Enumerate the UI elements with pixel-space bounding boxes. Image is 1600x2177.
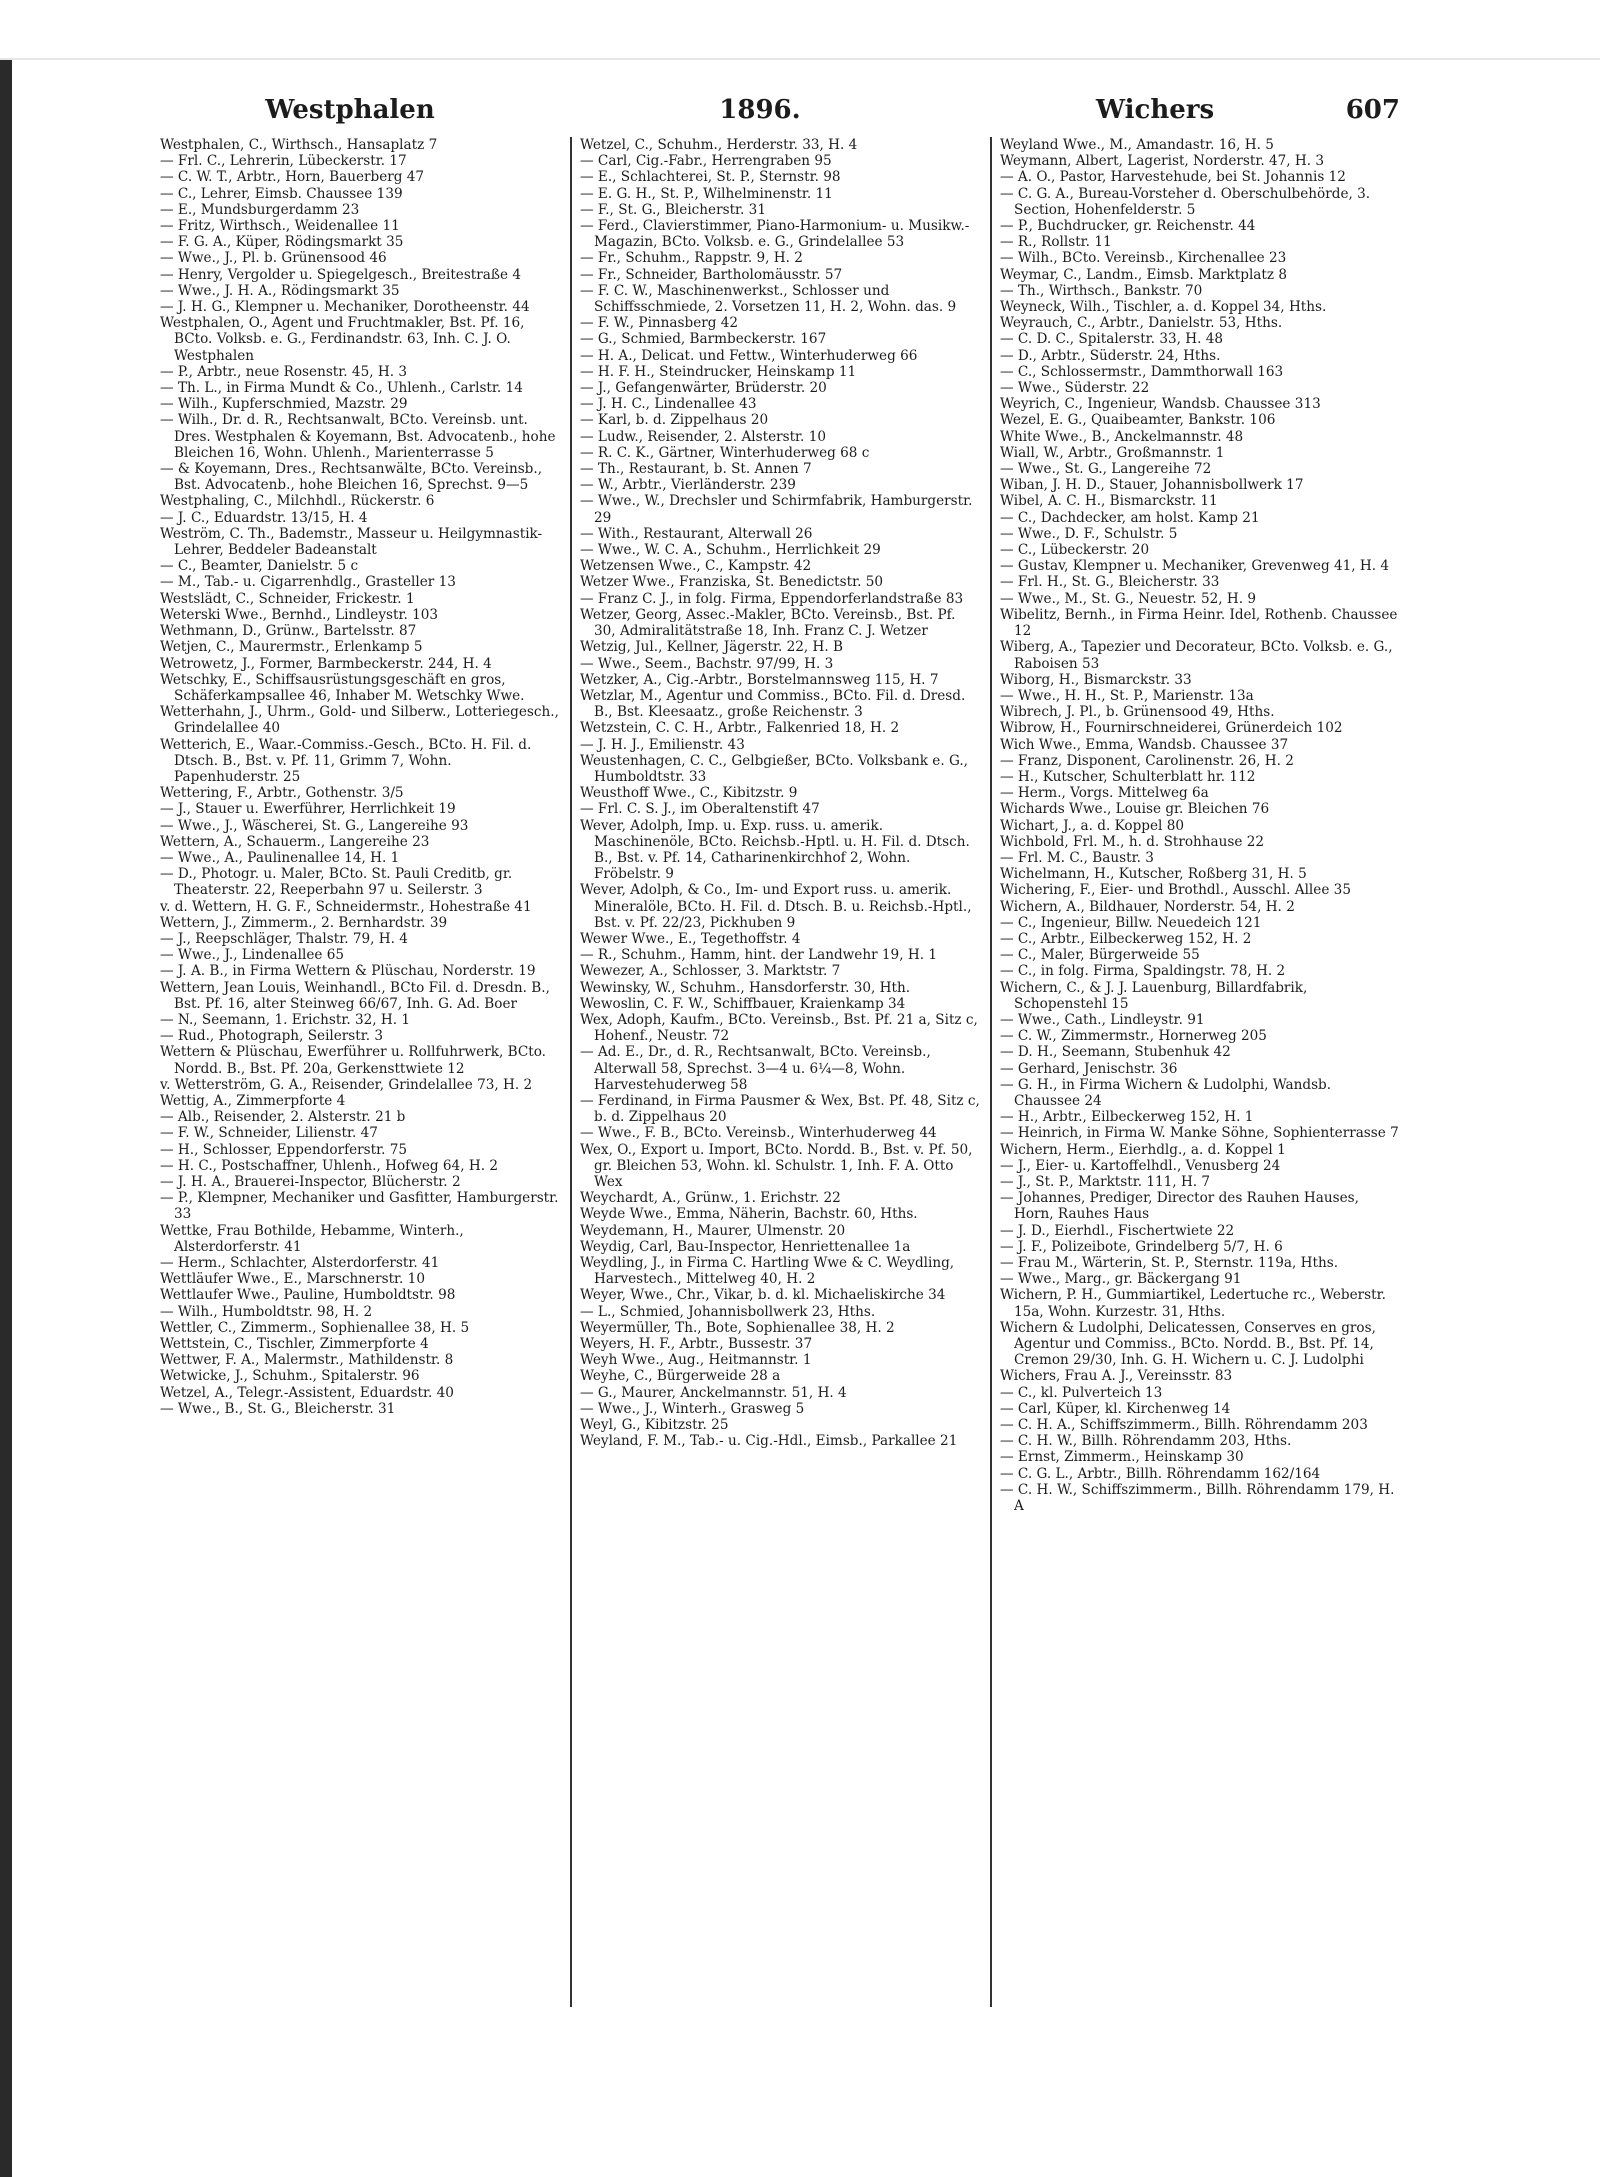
directory-entry: Wetzer, Georg, Assec.-Makler, BCto. Vereinsb., Bst. Pf. 30, Admiralitätstraße 18, Inh. Franz C. J. Wetzer: [580, 606, 956, 640]
directory-entry: Weymann, Albert, Lagerist, Norderstr. 47, H. 3: [1000, 153, 1325, 170]
directory-entry: — Johannes, Prediger, Director des Rauhen Hauses, Horn, Rauhes Haus: [1000, 1190, 1359, 1223]
directory-entry: — G., Schmied, Barmbeckerstr. 167: [580, 331, 827, 348]
directory-entry: — C., Ingenieur, Billw. Neuedeich 121: [1000, 914, 1262, 931]
directory-entry: Wichern, C., & J. J. Lauenburg, Billardfabrik, Schopenstehl 15: [1000, 979, 1308, 1012]
directory-entry: Wettstein, C., Tischler, Zimmerpforte 4: [160, 1336, 429, 1353]
directory-entry: — E., Schlachterei, St. P., Sternstr. 98: [580, 169, 841, 186]
directory-entry: — Th., Wirthsch., Bankstr. 70: [1000, 282, 1203, 299]
directory-entry: — Franz C. J., in folg. Firma, Eppendorferlandstraße 83: [580, 590, 964, 607]
directory-entry: Wetzlar, M., Agentur und Commiss., BCto. Fil. d. Dresd. B., Bst. Kleesaatz., große Reichenstr. 3: [580, 687, 966, 721]
directory-entry: — Wilh., Humboldtstr. 98, H. 2: [160, 1303, 373, 1320]
directory-column-left: [160, 137, 560, 2037]
directory-entry: Wiberg, A., Tapezier und Decorateur, BCto. Volksb. e. G., Raboisen 53: [1000, 639, 1393, 672]
directory-entry: — Wwe., Marg., gr. Bäckergang 91: [1000, 1271, 1242, 1288]
directory-entry: — J., Reepschläger, Thalstr. 79, H. 4: [160, 930, 408, 947]
directory-entry: — C., Schlossermstr., Dammthorwall 163: [1000, 363, 1284, 380]
directory-entry: — C. W. T., Arbtr., Horn, Bauerberg 47: [160, 169, 425, 186]
directory-entry: — Wwe., J., Pl. b. Grünensood 46: [160, 250, 387, 267]
directory-entry: Wichards Wwe., Louise gr. Bleichen 76: [1000, 801, 1270, 818]
directory-entry: v. d. Wettern, H. G. F., Schneidermstr., Hohestraße 41: [160, 898, 532, 915]
directory-entry: — C. H. W., Billh. Röhrendamm 203, Hths.: [1000, 1433, 1292, 1450]
directory-entry: — F. C. W., Maschinenwerkst., Schlosser und Schiffsschmiede, 2. Vorsetzen 11, H. 2, Wohn. das. 9: [580, 282, 957, 316]
directory-entry: Weusthoff Wwe., C., Kibitzstr. 9: [580, 785, 798, 802]
directory-entry: Wettlaufer Wwe., Pauline, Humboldtstr. 98: [160, 1287, 456, 1304]
directory-entry: — C., Maler, Bürgerweide 55: [1000, 947, 1200, 964]
directory-entry: Wetterich, E., Waar.-Commiss.-Gesch., BCto. H. Fil. d. Dtsch. B., Bst. v. Pf. 11, Grimm 7, Wohn. Papenhuderstr. 25: [160, 736, 532, 785]
directory-entry: Wetzstein, C. C. H., Arbtr., Falkenried 18, H. 2: [580, 720, 900, 737]
directory-entry: Wezel, E. G., Quaibeamter, Bankstr. 106: [1000, 412, 1276, 429]
directory-entry: — C., Lehrer, Eimsb. Chaussee 139: [160, 185, 403, 202]
directory-entry: Wichering, F., Eier- und Brothdl., Ausschl. Allee 35: [1000, 882, 1351, 899]
directory-entry: — J., St. P., Marktstr. 111, H. 7: [1000, 1174, 1211, 1190]
directory-entry: — Wwe., D. F., Schulstr. 5: [1000, 525, 1178, 542]
directory-entry: Wettläufer Wwe., E., Marschnerstr. 10: [160, 1271, 425, 1288]
directory-column-middle: [580, 137, 980, 2037]
directory-columns: [160, 137, 1400, 2037]
directory-entry: Wettern, A., Schauerm., Langereihe 23: [160, 833, 430, 850]
directory-entry: — Carl, Cig.-Fabr., Herrengraben 95: [580, 153, 832, 170]
directory-entry: — G., Maurer, Anckelmannstr. 51, H. 4: [580, 1384, 847, 1401]
directory-entry: — & Koyemann, Dres., Rechtsanwälte, BCto. Vereinsb., Bst. Advocatenb., hohe Bleichen 16, Sprechst. 9—5: [160, 461, 543, 494]
directory-entry: — Henry, Vergolder u. Spiegelgesch., Breitestraße 4: [160, 266, 521, 283]
directory-entry: — J. D., Eierhdl., Fischertwiete 22: [1000, 1222, 1235, 1239]
directory-entry: Weyland Wwe., M., Amandastr. 16, H. 5: [1000, 137, 1274, 153]
directory-entry: — Wwe., H. H., St. P., Marienstr. 13a: [1000, 687, 1254, 704]
directory-entry: — C., Lübeckerstr. 20: [1000, 542, 1150, 559]
directory-entry: — Wwe., J., Wäscherei, St. G., Langereihe 93: [160, 817, 469, 834]
directory-entry: — Fritz, Wirthsch., Weidenallee 11: [160, 218, 400, 235]
directory-entry: — C., kl. Pulverteich 13: [1000, 1384, 1163, 1401]
directory-entry: Weydig, Carl, Bau-Inspector, Henriettenallee 1a: [580, 1238, 911, 1255]
directory-entry: Wetjen, C., Maurermstr., Erlenkamp 5: [160, 639, 423, 656]
directory-entry: — C. D. C., Spitalerstr. 33, H. 48: [1000, 331, 1224, 348]
directory-entry: Wiborg, H., Bismarckstr. 33: [1000, 671, 1192, 688]
directory-entry: — C., Arbtr., Eilbeckerweg 152, H. 2: [1000, 930, 1252, 947]
directory-entry: — C. W., Zimmermstr., Hornerweg 205: [1000, 1028, 1267, 1045]
directory-entry: Wibel, A. C. H., Bismarckstr. 11: [1000, 493, 1218, 510]
directory-entry: — Ad. E., Dr., d. R., Rechtsanwalt, BCto. Vereinsb., Alterwall 58, Sprechst. 3—4 u. 6¼—8, Wohn. Harvestehuderweg 58: [580, 1044, 931, 1093]
directory-entry: Westphalen, O., Agent und Fruchtmakler, Bst. Pf. 16, BCto. Volksb. e. G., Ferdinandstr. 63, Inh. C. J. O. Westphalen: [160, 315, 525, 364]
directory-entry: — Th., Restaurant, b. St. Annen 7: [580, 461, 812, 478]
directory-entry: — F. W., Schneider, Lilienstr. 47: [160, 1125, 378, 1142]
directory-entry: — W., Arbtr., Vierländerstr. 239: [580, 477, 796, 494]
directory-entry: — E., Mundsburgerdamm 23: [160, 201, 360, 218]
directory-entry: Wettern, Jean Louis, Weinhandl., BCto Fil. d. Dresdn. B., Bst. Pf. 16, alter Steinweg 66/67, Inh. G. Ad. Boer: [160, 979, 550, 1012]
directory-entry: Wex, O., Export u. Import, BCto. Nordd. B., Bst. v. Pf. 50, gr. Bleichen 53, Wohn. kl. Schulstr. 1, Inh. F. A. Otto Wex: [580, 1141, 973, 1190]
directory-entry: — J. H. A., Brauerei-Inspector, Blücherstr. 2: [160, 1174, 461, 1190]
directory-entry: Wettern & Plüschau, Ewerführer u. Rollfuhrwerk, BCto. Nordd. B., Bst. Pf. 20a, Gerkensttwiete 12: [160, 1044, 546, 1077]
directory-entry: Wibelitz, Bernh., in Firma Heinr. Idel, Rothenb. Chaussee 12: [1000, 606, 1398, 640]
directory-entry: Wetzel, C., Schuhm., Herderstr. 33, H. 4: [580, 137, 858, 153]
directory-entry: Wetterhahn, J., Uhrm., Gold- und Silberw., Lotteriegesch., Grindelallee 40: [160, 704, 559, 737]
directory-entry: — H., Arbtr., Eilbeckerweg 152, H. 1: [1000, 1109, 1254, 1126]
directory-entry: Wever, Adolph, & Co., Im- und Export russ. u. amerik. Mineralöle, BCto. H. Fil. d. Dtsch. B. u. Reichsb.-Hptl., Bst. v. Pf. 22/23, Pickhuben 9: [580, 882, 972, 931]
directory-entry: — Frl. M. C., Baustr. 3: [1000, 849, 1154, 866]
directory-entry: White Wwe., B., Anckelmannstr. 48: [1000, 428, 1244, 445]
page-number: 607: [1345, 95, 1400, 125]
directory-entry: — F. G. A., Küper, Rödingsmarkt 35: [160, 234, 404, 251]
directory-entry: Wewer Wwe., E., Tegethoffstr. 4: [580, 930, 801, 947]
directory-entry: — Franz, Disponent, Carolinenstr. 26, H. 2: [1000, 752, 1294, 769]
directory-entry: — Ferd., Clavierstimmer, Piano-Harmonium- u. Musikw.-Magazin, BCto. Volksb. e. G., Grindelallee 53: [580, 218, 970, 251]
directory-entry: — Frl. C., Lehrerin, Lübeckerstr. 17: [160, 153, 407, 170]
directory-entry: — C., Beamter, Danielstr. 5 c: [160, 558, 359, 575]
directory-entry: — Wilh., Kupferschmied, Mazstr. 29: [160, 396, 408, 413]
directory-entry: — A. O., Pastor, Harvestehude, bei St. Johannis 12: [1000, 169, 1346, 186]
directory-entry: — Wwe., St. G., Langereihe 72: [1000, 461, 1212, 478]
directory-entry: Weyer, Wwe., Chr., Vikar, b. d. kl. Michaeliskirche 34: [580, 1287, 946, 1304]
directory-entry: — H. F. H., Steindrucker, Heinskamp 11: [580, 363, 857, 380]
directory-entry: Wetzig, Jul., Kellner, Jägerstr. 22, H. B: [580, 639, 844, 656]
directory-entry: Weyh Wwe., Aug., Heitmannstr. 1: [580, 1352, 812, 1369]
directory-entry: — D., Photogr. u. Maler, BCto. St. Pauli Creditb, gr. Theaterstr. 22, Reeperbahn 97 u. Seilerstr. 3: [160, 866, 513, 899]
directory-entry: — Wwe., Süderstr. 22: [1000, 380, 1150, 397]
directory-entry: — Wwe., Seem., Bachstr. 97/99, H. 3: [580, 655, 834, 672]
directory-entry: Weyhe, C., Bürgerweide 28 a: [580, 1368, 781, 1385]
directory-entry: — Frl. C. S. J., im Oberaltenstift 47: [580, 801, 820, 818]
directory-entry: Weyneck, Wilh., Tischler, a. d. Koppel 34, Hths.: [1000, 299, 1327, 316]
directory-entry: — J. H. C., Lindenallee 43: [580, 396, 757, 413]
directory-entry: Weström, C. Th., Bademstr., Masseur u. Heilgymnastik-Lehrer, Beddeler Badeanstalt: [160, 525, 543, 559]
directory-entry: Wichers, Frau A. J., Vereinsstr. 83: [1000, 1368, 1233, 1385]
directory-entry: Wichern, P. H., Gummiartikel, Ledertuche rc., Weberstr. 15a, Wohn. Kurzestr. 31, Hths.: [1000, 1287, 1386, 1320]
directory-entry: Weyers, H. F., Arbtr., Bussestr. 37: [580, 1336, 813, 1353]
directory-entry: — C., in folg. Firma, Spaldingstr. 78, H. 2: [1000, 963, 1286, 980]
directory-entry: — C. H. A., Schiffszimmerm., Billh. Röhrendamm 203: [1000, 1417, 1368, 1434]
directory-entry: — H. A., Delicat. und Fettw., Winterhuderweg 66: [580, 347, 918, 364]
directory-entry: Wewinsky, W., Schuhm., Hansdorferstr. 30, Hth.: [580, 979, 911, 996]
directory-entry: — R., Rollstr. 11: [1000, 234, 1112, 251]
directory-entry: — Wwe., B., St. G., Bleicherstr. 31: [160, 1400, 396, 1417]
directory-entry: Wettig, A., Zimmerpforte 4: [160, 1092, 346, 1109]
directory-entry: Weydling, J., in Firma C. Hartling Wwe & C. Weydling, Harvestech., Mittelweg 40, H. 2: [580, 1255, 955, 1288]
directory-entry: Westslädt, C., Schneider, Frickestr. 1: [160, 590, 415, 607]
header-first-name: Westphalen: [265, 95, 435, 125]
directory-entry: — F. W., Pinnasberg 42: [580, 315, 739, 332]
directory-entry: Wichelmann, H., Kutscher, Roßberg 31, H. 5: [1000, 866, 1307, 883]
directory-entry: — Gustav, Klempner u. Mechaniker, Grevenweg 41, H. 4: [1000, 558, 1390, 575]
directory-entry: Weymar, C., Landm., Eimsb. Marktplatz 8: [1000, 266, 1288, 283]
directory-entry: — H., Schlosser, Eppendorferstr. 75: [160, 1141, 408, 1158]
directory-entry: — Frl. H., St. G., Bleicherstr. 33: [1000, 574, 1220, 591]
directory-entry: — Heinrich, in Firma W. Manke Söhne, Sophienterrasse 7: [1000, 1125, 1399, 1142]
directory-entry: Weterski Wwe., Bernhd., Lindleystr. 103: [160, 606, 439, 623]
directory-entry: Weyl, G., Kibitzstr. 25: [580, 1417, 729, 1434]
directory-entry: Wetrowetz, J., Former, Barmbeckerstr. 244, H. 4: [160, 655, 492, 672]
directory-entry: — J. A. B., in Firma Wettern & Plüschau, Norderstr. 19: [160, 963, 536, 980]
directory-entry: — Fr., Schuhm., Rappstr. 9, H. 2: [580, 250, 803, 267]
directory-entry: — Frau M., Wärterin, St. P., Sternstr. 119a, Hths.: [1000, 1255, 1339, 1272]
directory-entry: — Wwe., J. H. A., Rödingsmarkt 35: [160, 282, 400, 299]
directory-entry: — R., Schuhm., Hamm, hint. der Landwehr 19, H. 1: [580, 947, 937, 964]
directory-entry: Weychardt, A., Grünw., 1. Erichstr. 22: [580, 1190, 841, 1207]
directory-entry: Wewoslin, C. F. W., Schiffbauer, Kraienkamp 34: [580, 995, 906, 1012]
directory-entry: Weyde Wwe., Emma, Näherin, Bachstr. 60, Hths.: [580, 1206, 918, 1223]
directory-entry: — Wwe., Cath., Lindleystr. 91: [1000, 1011, 1205, 1028]
directory-entry: Weydemann, H., Maurer, Ulmenstr. 20: [580, 1222, 846, 1239]
column-divider: [990, 137, 992, 2007]
header-year: 1896.: [719, 95, 801, 125]
directory-entry: Weyrauch, C., Arbtr., Danielstr. 53, Hths.: [1000, 315, 1283, 332]
directory-entry: — Wwe., W., Drechsler und Schirmfabrik, Hamburgerstr. 29: [580, 493, 973, 526]
directory-entry: — J., Eier- u. Kartoffelhdl., Venusberg 24: [1000, 1157, 1281, 1174]
directory-entry: — Wwe., A., Paulinenallee 14, H. 1: [160, 849, 400, 866]
directory-entry: — L., Schmied, Johannisbollwerk 23, Hths.: [580, 1303, 876, 1320]
header-last-name: Wichers: [1095, 95, 1215, 125]
directory-column-right: [1000, 137, 1400, 2037]
directory-entry: — Wwe., F. B., BCto. Vereinsb., Winterhuderweg 44: [580, 1125, 937, 1142]
directory-entry: — H., Kutscher, Schulterblatt hr. 112: [1000, 768, 1256, 785]
directory-entry: Westphaling, C., Milchhdl., Rückerstr. 6: [160, 493, 435, 510]
directory-entry: — J., Gefangenwärter, Brüderstr. 20: [580, 380, 827, 397]
directory-entry: — Wwe., J., Lindenallee 65: [160, 947, 345, 964]
directory-entry: — Wwe., J., Winterh., Grasweg 5: [580, 1400, 805, 1417]
directory-entry: Wetzel, A., Telegr.-Assistent, Eduardstr. 40: [160, 1384, 454, 1401]
directory-entry: — Fr., Schneider, Bartholomäusstr. 57: [580, 266, 843, 283]
directory-entry: Weyland, F. M., Tab.- u. Cig.-Hdl., Eimsb., Parkallee 21: [580, 1433, 958, 1450]
directory-entry: — C. H. W., Schiffszimmerm., Billh. Röhrendamm 179, H. A: [1000, 1481, 1395, 1515]
directory-entry: — E. G. H., St. P., Wilhelminenstr. 11: [580, 185, 833, 202]
column-divider: [570, 137, 572, 2007]
directory-entry: — J. H. G., Klempner u. Mechaniker, Dorotheenstr. 44: [160, 299, 530, 316]
directory-entry: Wibrech, J. Pl., b. Grünensood 49, Hths.: [1000, 704, 1275, 721]
directory-entry: Wetzker, A., Cig.-Arbtr., Borstelmannsweg 115, H. 7: [580, 671, 939, 688]
directory-entry: Wichern & Ludolphi, Delicatessen, Conserves en gros, Agentur und Commiss., BCto. Nordd. B., Bst. Pf. 14, Cremon 29/30, Inh. G. H. Wichern u. C. J. Ludolphi: [1000, 1319, 1376, 1369]
directory-entry: Wetschky, E., Schiffsausrüstungsgeschäft en gros, Schäferkampsallee 46, Inhaber M. Wetschky Wwe.: [160, 671, 525, 704]
directory-entry: Weyrich, C., Ingenieur, Wandsb. Chaussee 313: [1000, 396, 1321, 413]
directory-entry: — Gerhard, Jenischstr. 36: [1000, 1060, 1178, 1077]
page-header: [160, 95, 1400, 135]
directory-entry: — H. C., Postschaffner, Uhlenh., Hofweg 64, H. 2: [160, 1157, 498, 1174]
directory-entry: — Alb., Reisender, 2. Alsterstr. 21 b: [160, 1109, 406, 1126]
directory-entry: — Wilh., BCto. Vereinsb., Kirchenallee 23: [1000, 250, 1287, 267]
directory-entry: — P., Buchdrucker, gr. Reichenstr. 44: [1000, 218, 1256, 235]
directory-entry: — Carl, Küper, kl. Kirchenweg 14: [1000, 1400, 1231, 1417]
directory-entry: — N., Seemann, 1. Erichstr. 32, H. 1: [160, 1011, 411, 1028]
directory-entry: Wettke, Frau Bothilde, Hebamme, Winterh., Alsterdorferstr. 41: [160, 1222, 464, 1255]
scan-left-edge: [0, 0, 12, 2177]
directory-entry: Wex, Adoph, Kaufm., BCto. Vereinsb., Bst. Pf. 21 a, Sitz c, Hohenf., Neustr. 72: [580, 1011, 978, 1045]
directory-entry: Wichbold, Frl. M., h. d. Strohhause 22: [1000, 833, 1265, 850]
directory-entry: — D., Arbtr., Süderstr. 24, Hths.: [1000, 347, 1221, 364]
directory-entry: — Rud., Photograph, Seilerstr. 3: [160, 1028, 384, 1045]
directory-entry: Wettwer, F. A., Malermstr., Mathildenstr. 8: [160, 1352, 454, 1369]
directory-entry: — J. H. J., Emilienstr. 43: [580, 736, 745, 753]
directory-entry: Wettler, C., Zimmerm., Sophienallee 38, H. 5: [160, 1319, 470, 1336]
directory-entry: — C. G. L., Arbtr., Billh. Röhrendamm 162/164: [1000, 1465, 1321, 1482]
directory-entry: — Ferdinand, in Firma Pausmer & Wex, Bst. Pf. 48, Sitz c, b. d. Zippelhaus 20: [580, 1092, 980, 1126]
directory-entry: — F., St. G., Bleicherstr. 31: [580, 201, 766, 218]
directory-entry: — M., Tab.- u. Cigarrenhdlg., Grasteller 13: [160, 574, 456, 591]
directory-entry: — Wwe., W. C. A., Schuhm., Herrlichkeit 29: [580, 542, 881, 559]
directory-entry: Wiban, J. H. D., Stauer, Johannisbollwerk 17: [1000, 477, 1304, 494]
directory-entry: — Ludw., Reisender, 2. Alsterstr. 10: [580, 428, 826, 445]
directory-entry: — D. H., Seemann, Stubenhuk 42: [1000, 1044, 1231, 1061]
directory-entry: — G. H., in Firma Wichern & Ludolphi, Wandsb. Chaussee 24: [1000, 1076, 1332, 1109]
directory-entry: Wewezer, A., Schlosser, 3. Marktstr. 7: [580, 963, 841, 980]
directory-entry: Wever, Adolph, Imp. u. Exp. russ. u. amerik. Maschinenöle, BCto. Reichsb.-Hptl. u. H. Fil. d. Dtsch. B., Bst. v. Pf. 14, Catharinenkirchhof 2, Wohn. Fröbelstr. 9: [580, 817, 970, 883]
directory-entry: — C., Dachdecker, am holst. Kamp 21: [1000, 509, 1260, 526]
directory-entry: Wetzer Wwe., Franziska, St. Benedictstr. 50: [580, 574, 884, 591]
directory-entry: — Wwe., M., St. G., Neuestr. 52, H. 9: [1000, 590, 1257, 607]
directory-entry: Wibrow, H., Fournirschneiderei, Grünerdeich 102: [1000, 720, 1343, 737]
directory-page: [160, 95, 1400, 2045]
directory-entry: — Herm., Vorgs. Mittelweg 6a: [1000, 785, 1209, 802]
directory-entry: — Ernst, Zimmerm., Heinskamp 30: [1000, 1449, 1244, 1466]
directory-entry: Westphalen, C., Wirthsch., Hansaplatz 7: [160, 137, 438, 153]
directory-entry: Weustenhagen, C. C., Gelbgießer, BCto. Volksbank e. G., Humboldtstr. 33: [580, 752, 968, 785]
directory-entry: — J., Stauer u. Ewerführer, Herrlichkeit 19: [160, 801, 456, 818]
directory-entry: Wetwicke, J., Schuhm., Spitalerstr. 96: [160, 1368, 420, 1385]
directory-entry: — R. C. K., Gärtner, Winterhuderweg 68 c: [580, 444, 870, 461]
directory-entry: Wich Wwe., Emma, Wandsb. Chaussee 37: [1000, 736, 1289, 753]
directory-entry: — P., Arbtr., neue Rosenstr. 45, H. 3: [160, 363, 408, 380]
directory-entry: — Herm., Schlachter, Alsterdorferstr. 41: [160, 1255, 440, 1272]
directory-entry: v. Wetterström, G. A., Reisender, Grindelallee 73, H. 2: [160, 1076, 533, 1093]
directory-entry: — Th. L., in Firma Mundt & Co., Uhlenh., Carlstr. 14: [160, 380, 523, 397]
directory-entry: — J. C., Eduardstr. 13/15, H. 4: [160, 509, 368, 526]
directory-entry: — J. F., Polizeibote, Grindelberg 5/7, H. 6: [1000, 1238, 1283, 1255]
directory-entry: Wetzensen Wwe., C., Kampstr. 42: [580, 558, 812, 575]
directory-entry: Wichern, Herm., Eierhdlg., a. d. Koppel 1: [1000, 1141, 1286, 1158]
directory-entry: — C. G. A., Bureau-Vorsteher d. Oberschulbehörde, 3. Section, Hohenfelderstr. 5: [1000, 185, 1371, 218]
directory-entry: — Wilh., Dr. d. R., Rechtsanwalt, BCto. Vereinsb. unt. Dres. Westphalen & Koyemann, Bst. Advocatenb., hohe Bleichen 16, Wohn. Uhlenh., Marienterrasse 5: [160, 412, 556, 461]
directory-entry: Wichern, A., Bildhauer, Norderstr. 54, H. 2: [1000, 898, 1295, 915]
scan-top-margin: [0, 0, 1600, 60]
directory-entry: Wichart, J., a. d. Koppel 80: [1000, 817, 1184, 834]
directory-entry: Wiall, W., Arbtr., Großmannstr. 1: [1000, 444, 1225, 461]
directory-entry: — With., Restaurant, Alterwall 26: [580, 525, 813, 542]
directory-entry: Wettern, J., Zimmerm., 2. Bernhardstr. 39: [160, 914, 448, 931]
directory-entry: Wettering, F., Arbtr., Gothenstr. 3/5: [160, 785, 404, 802]
directory-entry: Wethmann, D., Grünw., Bartelsstr. 87: [160, 623, 417, 640]
directory-entry: — P., Klempner, Mechaniker und Gasfitter, Hamburgerstr. 33: [160, 1190, 559, 1223]
directory-entry: Weyermüller, Th., Bote, Sophienallee 38, H. 2: [580, 1319, 895, 1336]
directory-entry: — Karl, b. d. Zippelhaus 20: [580, 412, 769, 429]
